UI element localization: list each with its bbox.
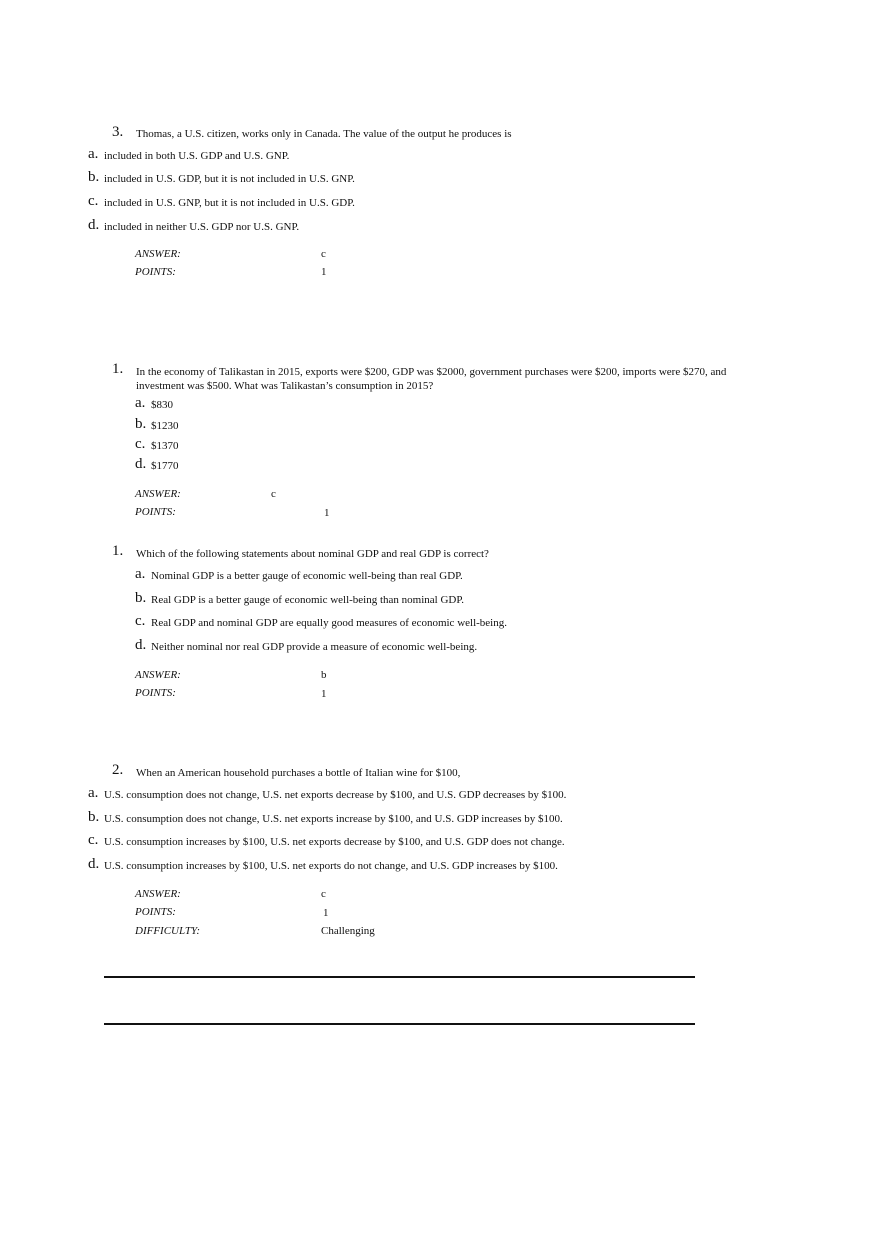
option-text: included in U.S. GDP, but it is not included in U.S. GNP. — [104, 173, 355, 185]
option-text: U.S. consumption increases by $100, U.S. net exports decrease by $100, and U.S. GDP does not change. — [104, 836, 565, 848]
points-value: 1 — [321, 266, 327, 278]
option-text: $1770 — [151, 460, 179, 472]
answer-label: ANSWER: — [135, 248, 181, 260]
answer-value: b — [321, 669, 327, 681]
option-letter: a. — [135, 566, 146, 582]
option-letter: a. — [88, 785, 99, 801]
option-text: $1370 — [151, 440, 179, 452]
option-letter: b. — [88, 809, 100, 825]
question-number: 2. — [112, 762, 124, 778]
option-text: Nominal GDP is a better gauge of economic well-being than real GDP. — [151, 570, 463, 582]
answer-value: c — [321, 888, 326, 900]
option-text: included in U.S. GNP, but it is not included in U.S. GDP. — [104, 197, 355, 209]
answer-label: ANSWER: — [135, 888, 181, 900]
question-number: 1. — [112, 361, 124, 377]
points-label: POINTS: — [135, 906, 176, 918]
answer-label: ANSWER: — [135, 669, 181, 681]
option-letter: d. — [88, 856, 100, 872]
option-letter: b. — [88, 169, 100, 185]
option-text: included in both U.S. GDP and U.S. GNP. — [104, 150, 290, 162]
option-letter: d. — [135, 456, 147, 472]
option-letter: b. — [135, 590, 147, 606]
answer-value: c — [321, 248, 326, 260]
question-text: Thomas, a U.S. citizen, works only in Canada. The value of the output he produces is — [136, 128, 512, 140]
difficulty-value: Challenging — [321, 925, 375, 937]
option-letter: c. — [135, 436, 146, 452]
option-text: $830 — [151, 399, 173, 411]
option-letter: a. — [88, 146, 99, 162]
points-label: POINTS: — [135, 266, 176, 278]
option-text: Real GDP is a better gauge of economic well-being than nominal GDP. — [151, 594, 465, 606]
option-letter: b. — [135, 416, 147, 432]
option-letter: d. — [135, 637, 147, 653]
answer-value: c — [271, 488, 276, 500]
question-text: In the economy of Talikastan in 2015, exports were $200, GDP was $2000, government purchases were $200, imports were $270, and investment was $500. What was Talikastan’s consumption in 2015? — [136, 366, 727, 392]
points-label: POINTS: — [135, 687, 176, 699]
question-number: 3. — [112, 124, 124, 140]
difficulty-label: DIFFICULTY: — [135, 925, 201, 937]
points-label: POINTS: — [135, 506, 176, 518]
option-text: Real GDP and nominal GDP are equally good measures of economic well-being. — [151, 617, 507, 629]
option-text: U.S. consumption does not change, U.S. net exports increase by $100, and U.S. GDP increases by $100. — [104, 813, 563, 825]
points-value: 1 — [324, 507, 330, 519]
option-letter: d. — [88, 217, 100, 233]
option-text: included in neither U.S. GDP nor U.S. GNP. — [104, 221, 300, 233]
question-text: Which of the following statements about nominal GDP and real GDP is correct? — [136, 548, 489, 560]
option-letter: c. — [88, 832, 99, 848]
option-text: U.S. consumption does not change, U.S. net exports decrease by $100, and U.S. GDP decreases by $100. — [104, 789, 567, 801]
divider-line — [104, 1023, 695, 1025]
answer-label: ANSWER: — [135, 488, 181, 500]
option-letter: c. — [135, 613, 146, 629]
points-value: 1 — [321, 688, 327, 700]
question-number: 1. — [112, 543, 124, 559]
divider-line — [104, 976, 695, 978]
option-letter: c. — [88, 193, 99, 209]
option-letter: a. — [135, 395, 146, 411]
points-value: 1 — [323, 907, 329, 919]
question-text: When an American household purchases a bottle of Italian wine for $100, — [136, 767, 461, 779]
option-text: $1230 — [151, 420, 179, 432]
option-text: U.S. consumption increases by $100, U.S. net exports do not change, and U.S. GDP increases by $100. — [104, 860, 558, 872]
option-text: Neither nominal nor real GDP provide a measure of economic well-being. — [151, 641, 478, 653]
